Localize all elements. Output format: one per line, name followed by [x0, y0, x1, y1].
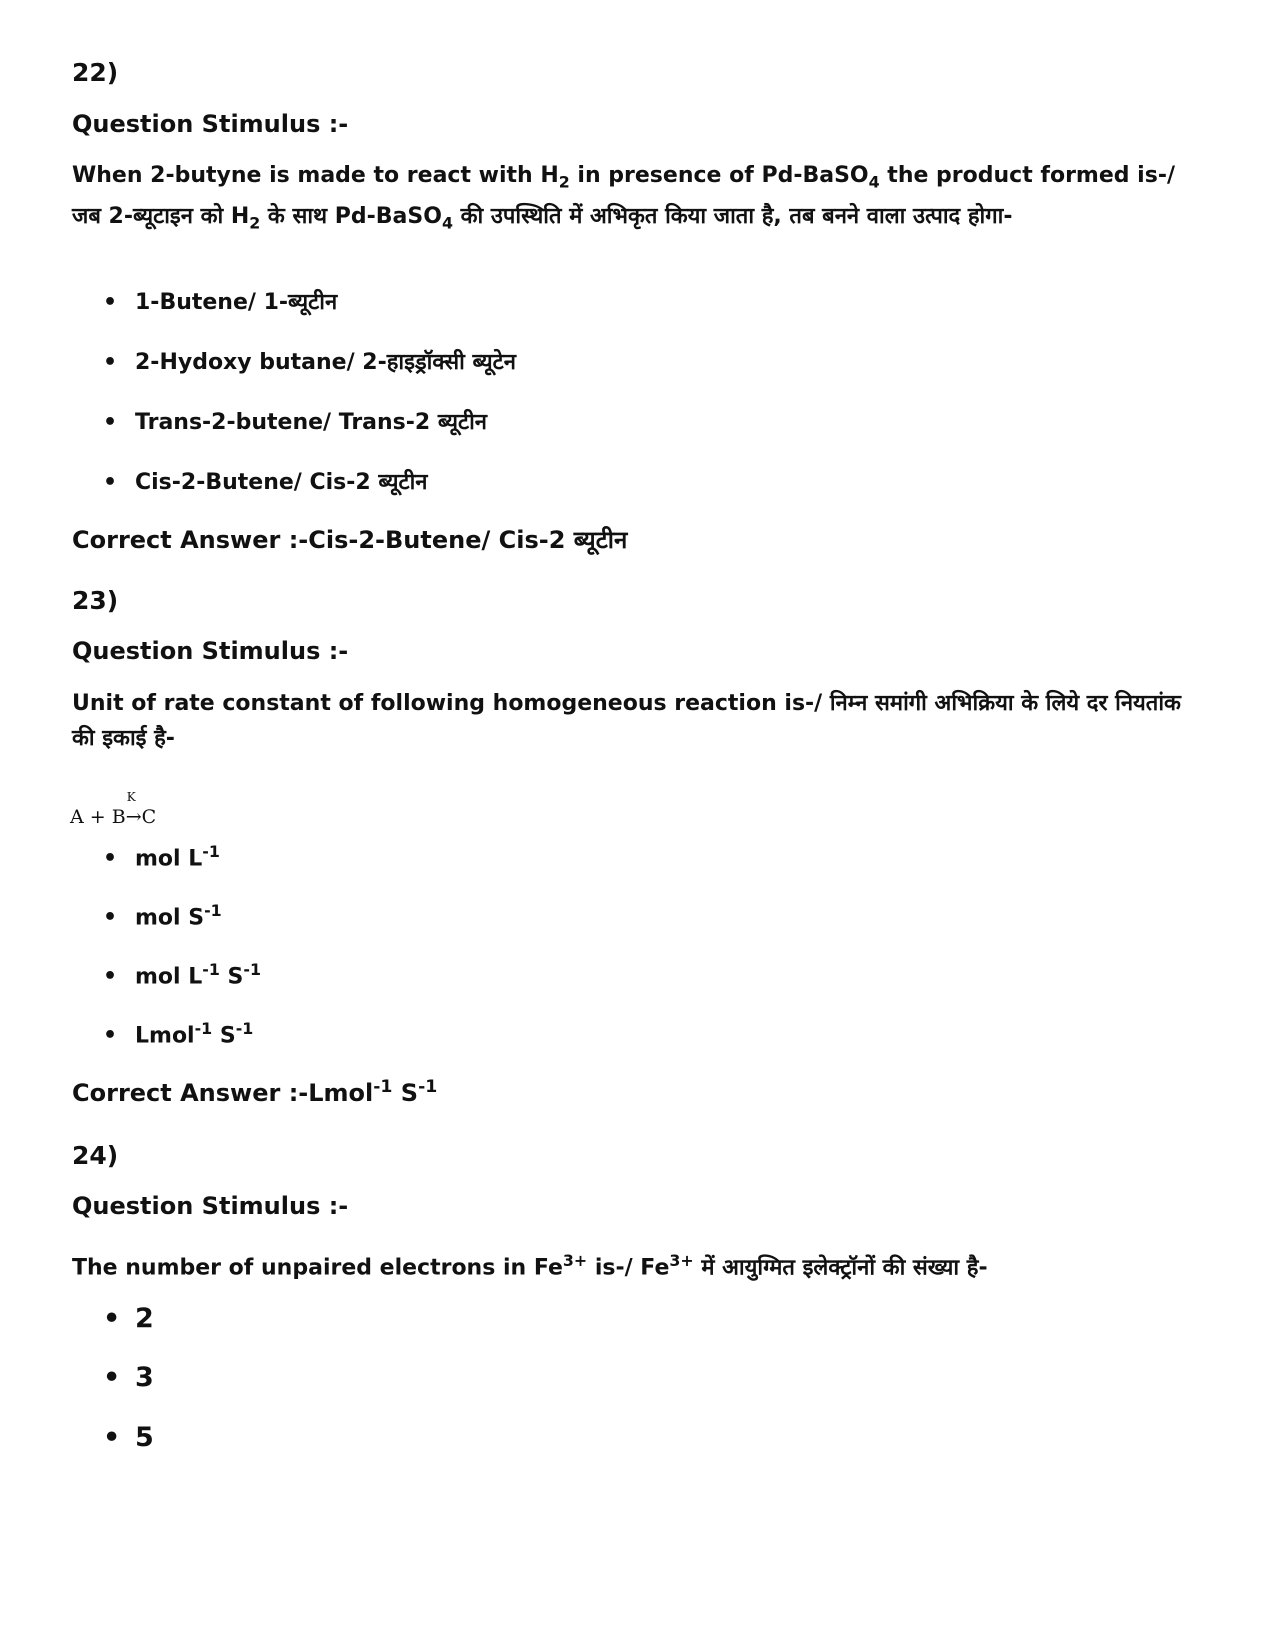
bullet-icon: •	[103, 905, 118, 931]
bullet-icon: •	[103, 1023, 118, 1049]
bullet-icon: •	[103, 410, 118, 435]
question-number: 23)	[72, 586, 119, 615]
option-item: • mol $L^{-1}$ $S^{-1}$	[103, 960, 261, 990]
option-item: • 1-Butene/ 1-ब्यूटीन	[103, 290, 338, 315]
bullet-icon: •	[103, 846, 118, 872]
option-item: • 3	[103, 1362, 154, 1393]
question-stimulus: When 2-butyne is made to react with $H_2$ in presence of Pd-BaSO$_4$ the product formed is-/ जब 2-ब्यूटाइन को $H_2$ के साथ Pd-BaSO$_4$ की उपस्थिति में अभिकृत किया जाता है, तब बनने वाला उत्पाद होगा-	[72, 163, 1175, 233]
option-item: • Lmol$^{-1}$ $S^{-1}$	[103, 1019, 254, 1049]
option-item: • mol $S^{-1}$	[103, 901, 222, 931]
bullet-icon: •	[103, 1422, 121, 1453]
question-stimulus: Unit of rate constant of following homogeneous reaction is-/ निम्न समांगी अभिक्रिया के लिये दर नियतांक की इकाई है-	[72, 691, 1181, 751]
bullet-icon: •	[103, 1362, 121, 1393]
bullet-icon: •	[103, 470, 118, 495]
correct-answer: Correct Answer :-Lmol$^{-1}$ $S^{-1}$	[72, 1077, 438, 1107]
bullet-icon: •	[103, 350, 118, 375]
question-number: 22)	[72, 58, 119, 87]
bullet-icon: •	[103, 1303, 121, 1334]
option-item: • Cis-2-Butene/ Cis-2 ब्यूटीन	[103, 470, 428, 495]
correct-answer: Correct Answer :-Cis-2-Butene/ Cis-2 ब्यूटीन	[72, 526, 628, 554]
bullet-icon: •	[103, 964, 118, 990]
option-item: • 2	[103, 1303, 154, 1334]
question-stimulus-label: Question Stimulus :-	[72, 1192, 349, 1220]
question-stimulus: The number of unpaired electrons in $Fe^{3+}$ is-/ $Fe^{3+}$ में आयुग्मित इलेक्ट्रॉनों की संख्या है-	[72, 1251, 988, 1281]
arrow-icon: →	[125, 806, 142, 828]
option-item: • Trans-2-butene/ Trans-2 ब्यूटीन	[103, 410, 488, 435]
question-stimulus-label: Question Stimulus :-	[72, 110, 349, 138]
option-item: • mol $L^{-1}$	[103, 842, 220, 872]
question-number: 24)	[72, 1141, 119, 1170]
question-stimulus-label: Question Stimulus :-	[72, 637, 349, 665]
reaction-equation: A + B K →C	[70, 790, 157, 828]
rate-constant-label: K	[126, 790, 136, 804]
option-item: • 2-Hydoxy butane/ 2-हाइड्रॉक्सी ब्यूटेन	[103, 350, 516, 375]
bullet-icon: •	[103, 290, 118, 315]
option-item: • 5	[103, 1422, 154, 1453]
